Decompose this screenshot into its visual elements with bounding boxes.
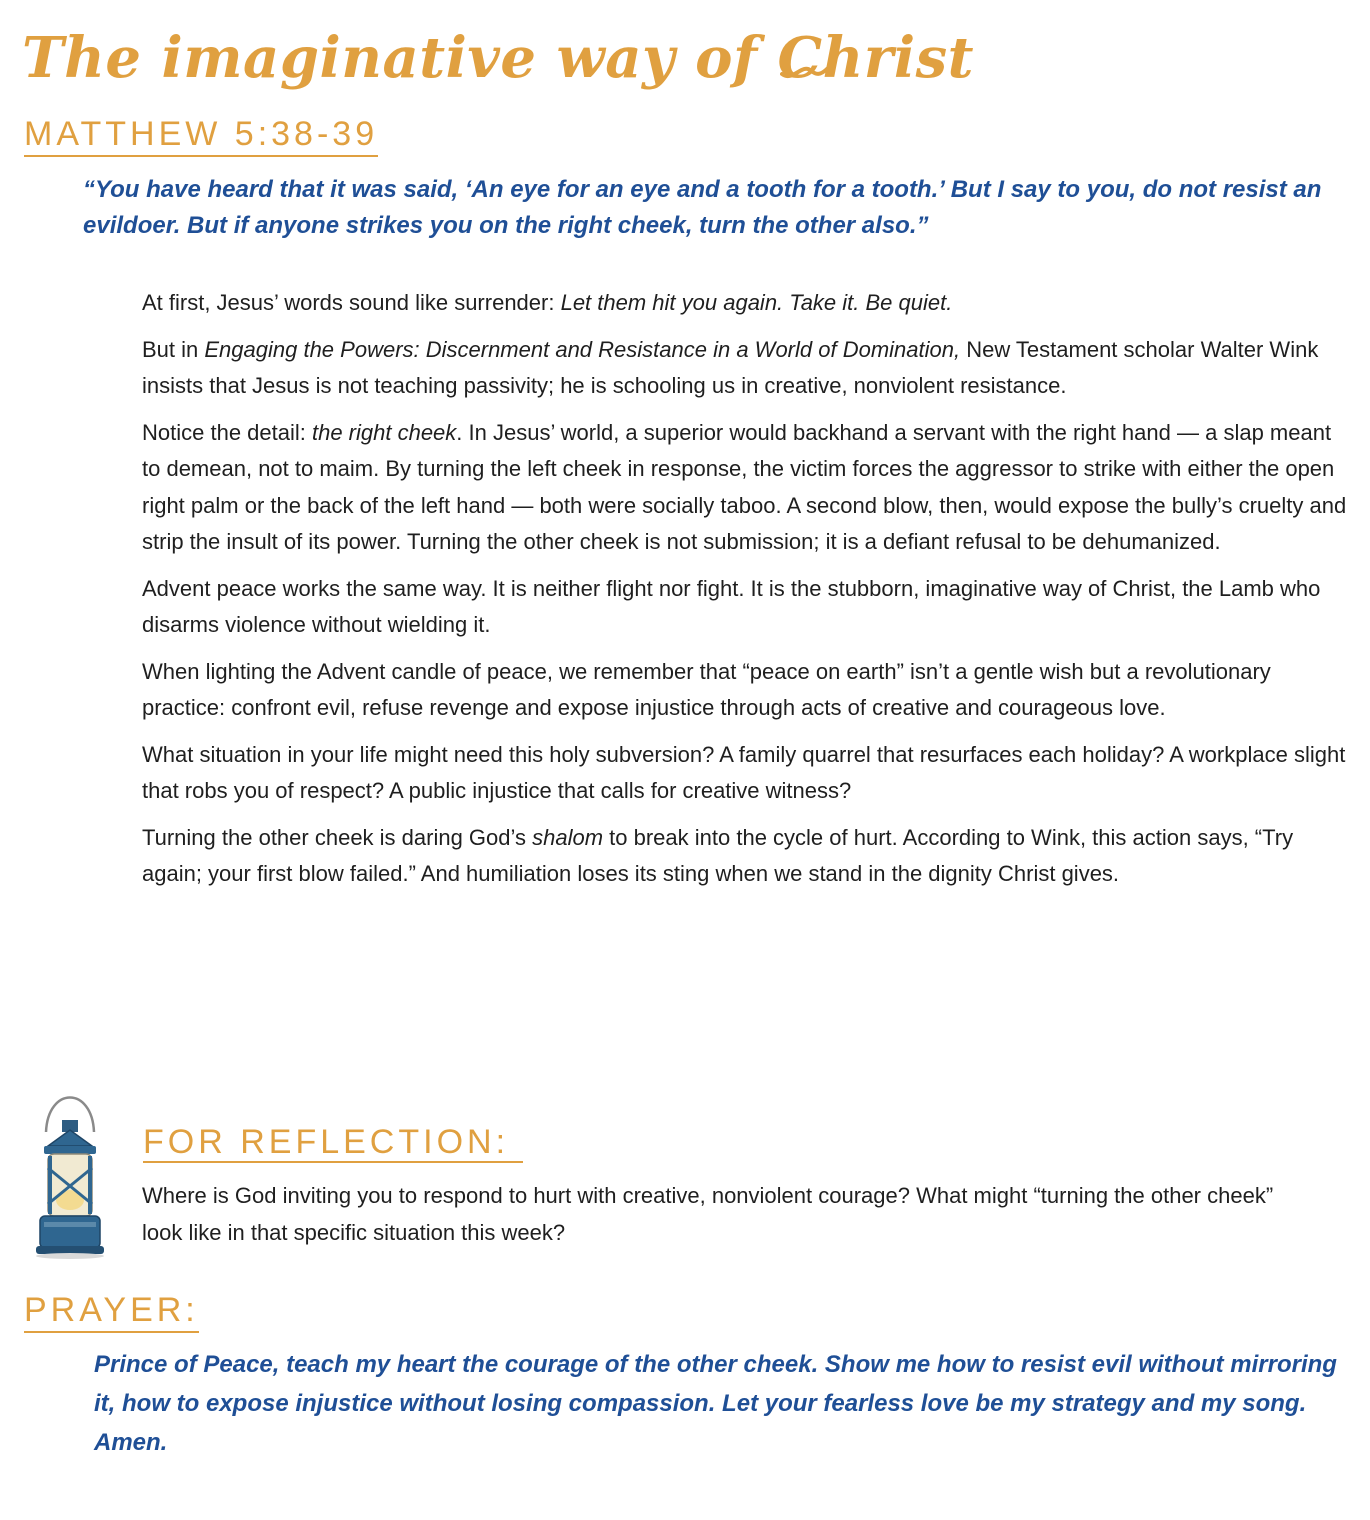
scripture-reference: MATTHEW 5:38-39 — [24, 117, 378, 157]
prayer-heading: PRAYER: — [24, 1293, 199, 1333]
body-paragraph-6: What situation in your life might need this holy subversion? A family quarrel that resurfaces each holiday? A workplace slight that robs you of respect? A public injustice that calls for creative witness? — [142, 741, 1346, 803]
emphasis-text: the right cheek — [311, 419, 457, 445]
reflection-heading: FOR REFLECTION: — [143, 1125, 523, 1163]
body-paragraph-2: But in Engaging the Powers: Discernment and Resistance in a World of Domination, New Testament scholar Walter Wink insists that Jesus is not teaching passivity; he is schooling us in creative, nonviolent resistance. — [142, 336, 1319, 398]
page-title: The imaginative way of Christ — [22, 25, 974, 91]
title-swash-decoration — [780, 56, 830, 86]
body-paragraph-1: At first, Jesus’ words sound like surrender: Let them hit you again. Take it. Be quiet. — [142, 290, 953, 315]
scripture-verse: “You have heard that it was said, ‘An eye for an eye and a tooth for a tooth.’ But I say to you, do not resist an evildoer. But if anyone strikes you on the right cheek, turn the other also.” — [83, 176, 1322, 239]
lantern-illustration — [22, 1072, 118, 1262]
emphasis-text: shalom — [532, 824, 604, 850]
body-paragraph-7: Turning the other cheek is daring God’s shalom to break into the cycle of hurt. According to Wink, this action says, “Try again; your first blow failed.” And humiliation loses its sting when we stand in the dignity Christ gives. — [142, 824, 1294, 886]
body-paragraph-3: Notice the detail: the right cheek. In Jesus’ world, a superior would backhand a servant with the right hand — a slap meant to demean, not to maim. By turning the left cheek in response, the victim forces the aggressor to strike with either the open right palm or the back of the left hand — both were socially taboo. A second blow, then, would expose the bully’s cruelty and strip the insult of its power. Turning the other cheek is not submission; it is a defiant refusal to be dehumanized. — [142, 419, 1347, 554]
book-title: Engaging the Powers: Discernment and Resistance in a World of Domination, — [204, 336, 961, 362]
emphasis-text: Let them hit you again. Take it. Be quiet. — [560, 290, 953, 315]
reflection-text: Where is God inviting you to respond to hurt with creative, nonviolent courage? What might “turning the other cheek” look like in that specific situation this week? — [142, 1183, 1274, 1245]
devotional-body — [142, 285, 1347, 903]
prayer-text: Prince of Peace, teach my heart the courage of the other cheek. Show me how to resist evil without mirroring it, how to expose injustice without losing compassion. Let your fearless love be my strategy and my song. Amen. — [94, 1351, 1337, 1456]
body-paragraph-5: When lighting the Advent candle of peace, we remember that “peace on earth” isn’t a gentle wish but a revolutionary practice: confront evil, refuse revenge and expose injustice through acts of creative and courageous love. — [142, 658, 1271, 720]
body-paragraph-4: Advent peace works the same way. It is neither flight nor fight. It is the stubborn, imaginative way of Christ, the Lamb who disarms violence without wielding it. — [142, 575, 1321, 637]
